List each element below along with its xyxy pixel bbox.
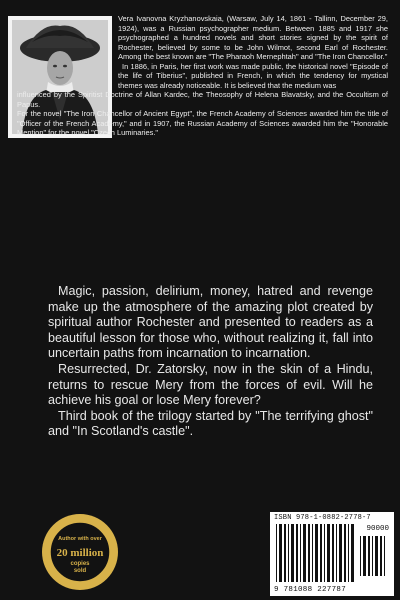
author-biography	[0, 14, 400, 138]
isbn-text: ISBN 978-1-0882-2778-7	[274, 514, 371, 522]
synopsis-paragraph-3: Third book of the trilogy started by "The terrifying ghost" and "In Scotland's castle".	[48, 408, 373, 439]
synopsis-paragraph-1: Magic, passion, delirium, money, hatred and revenge make up the atmosphere of the amazing plot created by spiritual author Rochester and presented to readers as a beautiful lesson for those who, without realizing it, fall into uncertain paths from incarnation to incarnation.	[48, 284, 373, 361]
seal-line-1: Author with over	[58, 536, 102, 542]
synopsis-paragraph-2: Resurrected, Dr. Zatorsky, now in the skin of a Hindu, returns to rescue Mery from the forces of evil. Will he achieve his goal or lose Mery forever?	[48, 361, 373, 408]
bio-paragraph-2: In 1886, in Paris, her first work was made public, the historical novel "Episode of the life of Tiberius", published in French, in which the tendency for mystical themes was already noticeable. It is believed that the medium was	[118, 61, 388, 90]
seal-line-4: sold	[73, 568, 87, 574]
bio-paragraph-3: For the novel "The Iron Chancellor of Ancient Egypt", the French Academy of Sciences awarded him the title of "Officer of the French Academy," and in 1907, the Russian Academy of Sciences awarded him the "Honorable Mention" for the novel "Czech Luminaries."	[17, 109, 388, 137]
book-synopsis	[48, 284, 373, 440]
barcode-bars	[276, 524, 358, 582]
price-barcode-bars	[360, 536, 388, 576]
bio-paragraph-1: Vera Ivanovna Kryzhanovskaia, (Warsaw, July 14, 1861 - Tallinn, December 29, 1924), was a Russian psychographer medium. Between 1885 and 1917 she psychographed a hundred novels and short stories signed by the spirit of Rochester, believed by some to be John Wilmot, second Earl of Rochester. Among the best known are "The Pharaoh Mernephtah" and "The Iron Chancellor."	[118, 14, 388, 61]
seal-line-3: copies	[70, 561, 90, 567]
price-code: 90000	[366, 525, 389, 533]
ean-number: 9 781088 227787	[274, 586, 347, 594]
bio-paragraph-2-continued: influenced by the Spiritist Doctrine of Allan Kardec, the Theosophy of Helena Blavatsky, and the Occultism of Papus.	[17, 90, 388, 109]
isbn-barcode	[270, 512, 394, 596]
seal-line-2: 20 million	[56, 547, 104, 559]
bestseller-seal	[38, 510, 122, 594]
